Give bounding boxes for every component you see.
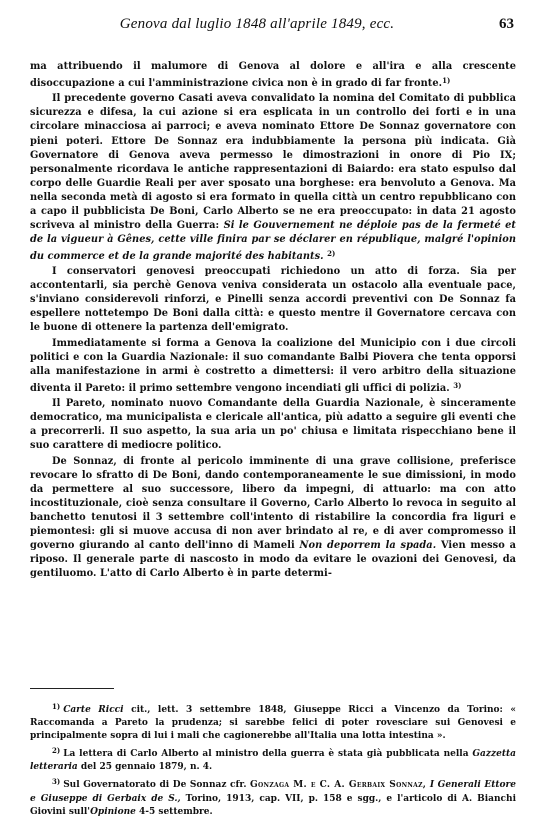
note-ref-1: 1) (442, 76, 451, 86)
footnote-2-text-b: del 25 gennaio 1879, n. 4. (80, 762, 213, 773)
footnote-divider (30, 688, 114, 689)
footnotes (30, 700, 516, 819)
anthem-quote: Non deporrem la spada. (299, 540, 437, 552)
footnote-3-text-a: Sul Governatorato di De Sonnaz cfr. (63, 780, 247, 791)
body-text (30, 60, 516, 581)
footnote-3-title: I Generali Ettore e Giuseppe di Gerbaix de S., (30, 780, 516, 804)
footnote-2-mark: 2) (52, 746, 61, 756)
footnote-1 (30, 700, 516, 743)
paragraph-6-text-a: De Sonnaz, di fronte al pericolo imminente di una grave collisione, preferisce revocare lo sfratto di De Boni, dando contemporaneamente le sue dimissioni, in modo da permettere al suo successore, libero da impegni, di attuarlo: ma con atto incostituzionale, cioè senza consultare il Governo, Carlo Alberto lo revoca in seguito al banchetto tenutosi il 3 settembre coll'intento di ristabilire la concordia fra liguri e piemontesi: gli si muove accusa di non aver brindato al re, e di aver compromesso il governo giurando al canto dell'inno di Mameli (30, 455, 516, 552)
paragraph-4 (30, 337, 516, 396)
running-title: Genova dal luglio 1848 all'aprile 1849, ecc. (119, 16, 395, 32)
paragraph-6-text-b: Vien messo a riposo. Il generale parte di nascosto in modo da evitare le ovazioni dei Genovesi, da gentiluomo. L'atto di Carlo Alberto è in parte determi- (30, 540, 516, 580)
note-ref-3: 3) (453, 380, 462, 390)
paragraph-5-text: Il Pareto, nominato nuovo Comandante della Guardia Nazionale, è sinceramente democratico, ma municipalista e clericale all'antica, più adatto a seguire gli eventi che a precorrerli. Il suo aspetto, la sua aria un po' chiusa e limitata rispecchiano bene il suo carattere di mediocre politico. (30, 398, 516, 452)
paragraph-5 (30, 397, 516, 453)
footnote-3 (30, 775, 516, 818)
french-quote: Si le Gouvernement ne déploie pas de la fermeté et de la vigueur à Gênes, cette ville finira par se déclarer en république, malgré l'opinion du commerce et de la grande majorité des habitants. (30, 219, 517, 262)
paragraph-4-text: Immediatamente si forma a Genova la coalizione del Municipio con i due circoli politici e con la Guardia Nazionale: il suo comandante Balbi Piovera che tenta opporsi alla manifestazione in armi è costretto a dimettersi: il vero arbitro della situazione diventa il Pareto: il primo settembre vengono incendiati gli uffici di polizia. (30, 337, 516, 394)
footnote-3-authors: Gonzaga M. e C. A. Gerbaix Sonnaz, (250, 780, 427, 791)
paragraph-6 (30, 455, 516, 581)
paragraph-1-text: ma attribuendo il malumore di Genova al dolore e all'ira e alla crescente disoccupazione a cui l'amministrazione civica non è in grado di far fronte. (30, 61, 516, 90)
footnote-3-mark: 3) (52, 777, 61, 787)
page-number: 63 (499, 16, 514, 32)
paragraph-2 (30, 92, 516, 264)
paragraph-2-text: Il precedente governo Casati aveva convalidato la nomina del Comitato di pubblica sicurezza e difesa, la cui azione si era esplicata in un controllo dei forti e in una circolare minacciosa ai parroci; e aveva nominato Ettore De Sonnaz governatore con pieni poteri. Ettore De Sonnaz era indubbiamente la persona più indicata. Già Governatore di Genova aveva permesso le dimostrazioni in onore di Pio IX; personalmente ricordava le antiche rappresentazioni di Baiardo: era stato espulso dal corpo delle Guardie Reali per aver sposato una borghese: era benvoluto a Genova. Ma nella seconda metà di agosto si era formato in quella città un centro repubblicano con a capo il pubblicista De Boni, Carlo Alberto se ne era preoccupato: in data 21 agosto scriveva al ministro della Guerra: (30, 93, 516, 231)
footnote-2 (30, 744, 516, 774)
paragraph-3 (30, 265, 516, 335)
footnote-3-journal: Opinione (90, 806, 136, 817)
footnote-2-title: Gazzetta letteraria (30, 749, 516, 773)
footnote-2-text-a: La lettera di Carlo Alberto al ministro della guerra è stata già pubblicata nella (63, 749, 469, 760)
footnote-1-title: Carte Ricci (63, 705, 124, 715)
note-ref-2: 2) (327, 248, 336, 258)
footnote-1-mark: 1) (52, 702, 61, 711)
paragraph-3-text: I conservatori genovesi preoccupati richiedono un atto di forza. Sia per accontentarli, sia perchè Genova veniva considerata un ostacolo alla eventuale pace, s'inviano considerevoli rinforzi, e Pinelli senza accordi preventivi con De Sonnaz fa espellere nottetempo De Boni dalla città: e questo mentre il Governatore cercava con le buone di ottenere la partenza dell'emigrato. (30, 266, 516, 334)
footnote-3-text-b: Torino, 1913, cap. VII, p. 158 e sgg., e l'articolo di A. Bianchi Giovini sull' (30, 793, 516, 817)
paragraph-1 (30, 60, 516, 91)
page-header (40, 16, 514, 36)
footnote-3-text-c: 4-5 settembre. (139, 806, 213, 817)
footnote-1-text: cit., lett. 3 settembre 1848, Giuseppe Ricci a Vincenzo da Torino: « Raccomanda a Pareto la prudenza; si sarebbe felici di poter rovesciare sui Genovesi e principalmente sopra di lui i mali che cagionerebbe all'Italia una lotta intestina ». (30, 705, 517, 742)
